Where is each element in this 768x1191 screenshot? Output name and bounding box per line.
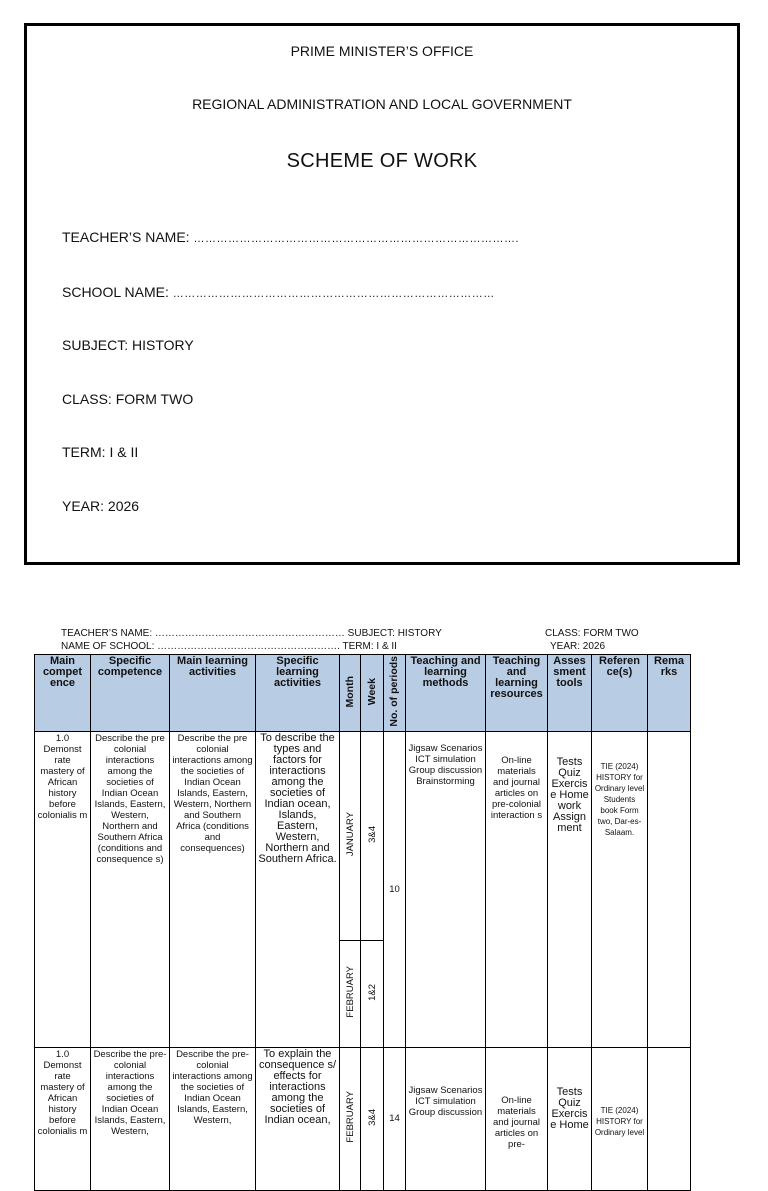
term-field [62,444,138,460]
header-periods: No. of periods [384,655,406,732]
week-cell: 1&2 [361,940,384,1047]
assessment-cell: Tests Quiz Exercis e Home work Assign ment [548,731,592,1047]
teacher-name-field [62,229,519,245]
subject-label: SUBJECT: [62,337,129,353]
references-cell: TIE (2024) HISTORY for Ordinary level [592,1047,648,1190]
header-remarks: Rema rks [648,655,691,732]
header-resources: Teaching and learning resources [486,655,548,732]
header-main-competence: Main compet ence [35,655,91,732]
year-label: YEAR: [62,498,105,514]
references-cell: TIE (2024) HISTORY for Ordinary level Students book Form two, Dar-es-Salaam. [592,731,648,1047]
teacher-name-label: TEACHER’S NAME: [62,229,194,245]
periods-cell: 10 [384,731,406,1047]
year-field [62,498,139,514]
week-cell: 3&4 [361,1047,384,1190]
class-label: CLASS: [62,391,112,407]
specific-competence-cell: Describe the pre-colonial interactions among the societies of Indian Ocean Islands, Eastern, Western, [91,1047,170,1190]
remarks-cell [648,731,691,1047]
assessment-cell: Tests Quiz Exercis e Home [548,1047,592,1190]
header-specific-activities: Specific learning activities [256,655,340,732]
cover-page [24,23,740,565]
header-week: Week [361,655,384,732]
subject-field [62,337,194,353]
main-activities-cell: Describe the pre-colonial interactions among the societies of Indian Ocean Islands, Eastern, Western, [170,1047,256,1190]
teacher-name-blank: …………………………………………………………………………. [193,233,520,245]
specific-activities-cell: To explain the consequence s/ effects for interactions among the societies of Indian ocean, [256,1047,340,1190]
specific-competence-cell: Describe the pre colonial interactions among the societies of Indian Ocean Islands, Eastern, Western, Northern and Southern Africa (conditions and consequence s) [91,731,170,1047]
office-heading: PRIME MINISTER’S OFFICE [290,43,474,59]
periods-cell: 14 [384,1047,406,1190]
methods-cell: Jigsaw Scenarios ICT simulation Group discussion Brainstorming [406,731,486,1047]
main-competence-cell: 1.0 Demonst rate mastery of African history before colonialis m [35,1047,91,1190]
specific-activities-cell: To describe the types and factors for interactions among the societies of Indian ocean, Islands, Eastern, Western, Northern and Southern Africa. [256,731,340,1047]
term-label: TERM: [62,444,106,460]
table-header-row [35,655,691,732]
header-references: Referen ce(s) [592,655,648,732]
month-cell: FEBRUARY [340,1047,361,1190]
department-heading: REGIONAL ADMINISTRATION AND LOCAL GOVERNMENT [192,96,572,112]
sheet-class: CLASS: FORM TWO [545,628,639,639]
term-value: I & II [105,444,139,460]
school-name-field [62,284,495,300]
sheet-year: YEAR: 2026 [550,641,606,652]
sheet-teacher-subject: TEACHER’S NAME: ………………………………………………… SUBJECT: HISTORY [61,628,442,639]
header-specific-competence: Specific competence [91,655,170,732]
main-activities-cell: Describe the pre colonial interactions among the societies of Indian Ocean Islands, Eastern, Western, Northern and Southern Africa (conditions and consequences) [170,731,256,1047]
sheet-school-term: NAME OF SCHOOL: ………………………………………………. TERM: I & II [61,641,397,652]
table-row [35,1047,691,1190]
school-name-blank: ………………………………………………………………………… [172,288,495,300]
table-row [35,731,691,940]
main-competence-cell: 1.0 Demonst rate mastery of African history before colonialis m [35,731,91,1047]
school-name-label: SCHOOL NAME: [62,284,173,300]
year-value: 2026 [104,498,140,514]
week-cell: 3&4 [361,731,384,940]
month-cell: FEBRUARY [340,940,361,1047]
resources-cell: On-line materials and journal articles on pre- [486,1047,548,1190]
header-main-activities: Main learning activities [170,655,256,732]
remarks-cell [648,1047,691,1190]
header-month: Month [340,655,361,732]
header-methods: Teaching and learning methods [406,655,486,732]
methods-cell: Jigsaw Scenarios ICT simulation Group discussion [406,1047,486,1190]
document-title: SCHEME OF WORK [286,150,478,172]
class-value: FORM TWO [111,391,194,407]
scheme-table [34,654,691,1191]
header-assessment: Asses sment tools [548,655,592,732]
month-cell: JANUARY [340,731,361,940]
class-field [62,391,193,407]
resources-cell: On-line materials and journal articles on pre-colonial interaction s [486,731,548,1047]
subject-value: HISTORY [128,337,194,353]
